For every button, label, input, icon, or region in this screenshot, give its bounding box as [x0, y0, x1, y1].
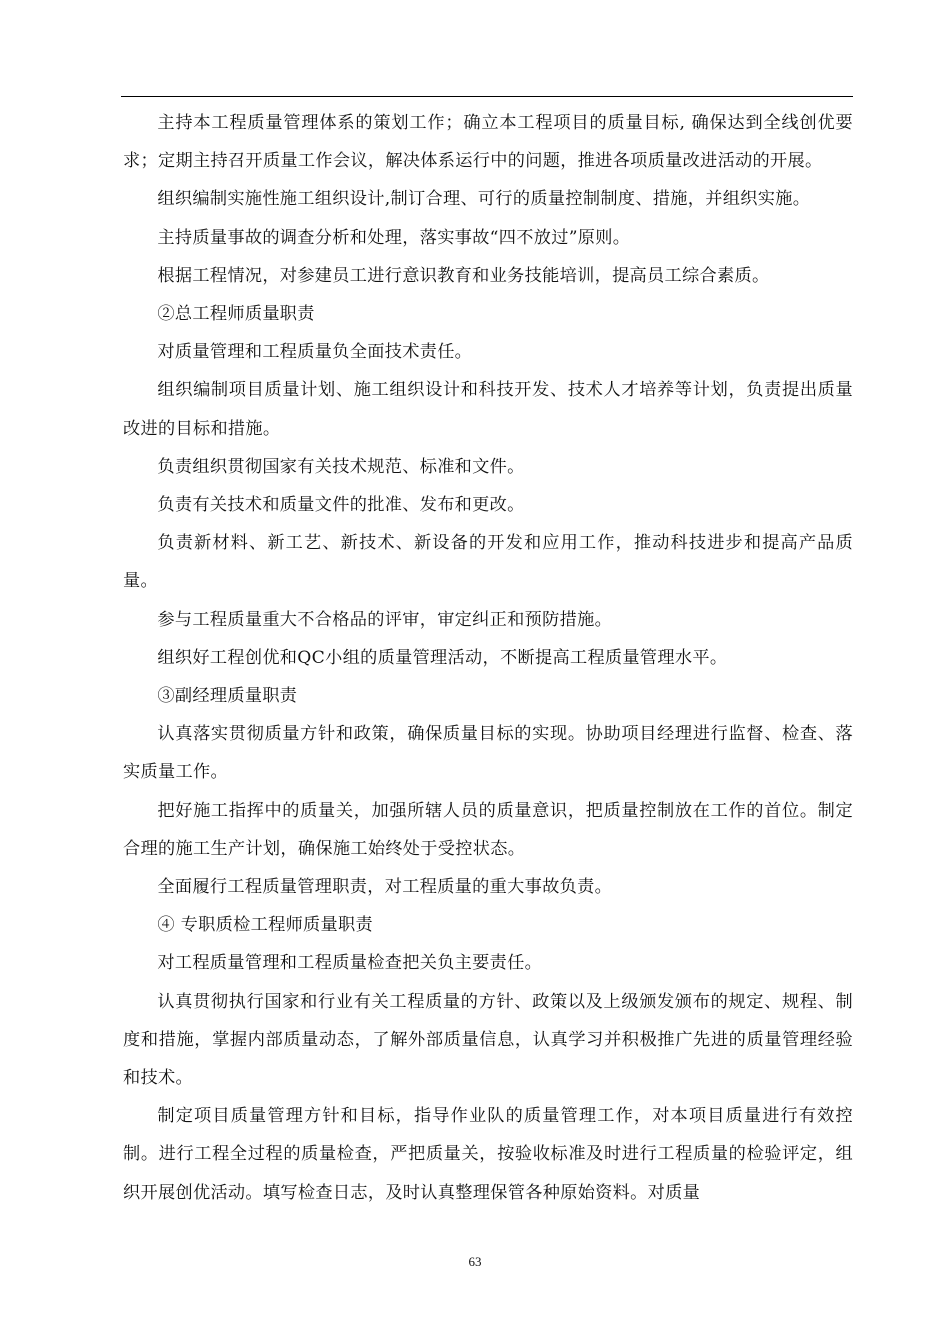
paragraph-14: 认真落实贯彻质量方针和政策，确保质量目标的实现。协助项目经理进行监督、检查、落实质量工作。: [123, 724, 853, 783]
paragraph-19: 认真贯彻执行国家和行业有关工程质量的方针、政策以及上级颁发颁布的规定、规程、制度和措施，掌握内部质量动态，了解外部质量信息，认真学习并积极推广先进的质量管理经验和技术。: [123, 991, 853, 1089]
paragraph-16: 全面履行工程质量管理职责，对工程质量的重大事故负责。: [157, 877, 613, 898]
paragraph-7: 组织编制项目质量计划、施工组织设计和科技开发、技术人才培养等计划，负责提出质量改进的目标和措施。: [123, 380, 853, 439]
paragraph-2: 组织编制实施性施工组织设计,制订合理、可行的质量控制制度、措施，并组织实施。: [157, 189, 811, 210]
header-rule: [121, 96, 853, 97]
section-heading-deputy-manager: ③副经理质量职责: [157, 686, 298, 707]
paragraph-12: 组织好工程创优和QC小组的质量管理活动，不断提高工程质量管理水平。: [157, 647, 728, 668]
paragraph-11: 参与工程质量重大不合格品的评审，审定纠正和预防措施。: [157, 609, 613, 630]
paragraph-8: 负责组织贯彻国家有关技术规范、标准和文件。: [157, 456, 525, 477]
body-text: [123, 104, 853, 1212]
paragraph-15: 把好施工指挥中的质量关，加强所辖人员的质量意识，把质量控制放在工作的首位。制定合理的施工生产计划，确保施工始终处于受控状态。: [123, 800, 853, 859]
section-heading-chief-engineer: ②总工程师质量职责: [157, 304, 315, 325]
paragraph-4: 根据工程情况，对参建员工进行意识教育和业务技能培训，提高员工综合素质。: [157, 265, 770, 286]
paragraph-3: 主持质量事故的调查分析和处理，落实事故“四不放过”原则。: [157, 227, 631, 248]
paragraph-9: 负责有关技术和质量文件的批准、发布和更改。: [157, 495, 525, 516]
paragraph-18: 对工程质量管理和工程质量检查把关负主要责任。: [157, 953, 543, 974]
paragraph-20: 制定项目质量管理方针和目标，指导作业队的质量管理工作，对本项目质量进行有效控制。进行工程全过程的质量检查，严把质量关，按验收标准及时进行工程质量的检验评定，组织开展创优活动。填写检查日志，及时认真整理保管各种原始资料。对质量: [123, 1106, 853, 1203]
paragraph-6: 对质量管理和工程质量负全面技术责任。: [157, 342, 473, 363]
paragraph-10: 负责新材料、新工艺、新技术、新设备的开发和应用工作，推动科技进步和提高产品质量。: [123, 533, 853, 592]
page-number: 63: [468, 1254, 482, 1269]
paragraph-1: 主持本工程质量管理体系的策划工作；确立本工程项目的质量目标, 确保达到全线创优要求；定期主持召开质量工作会议，解决体系运行中的问题，推进各项质量改进活动的开展。: [123, 113, 853, 172]
section-heading-quality-inspector: ④ 专职质检工程师质量职责: [157, 915, 374, 936]
